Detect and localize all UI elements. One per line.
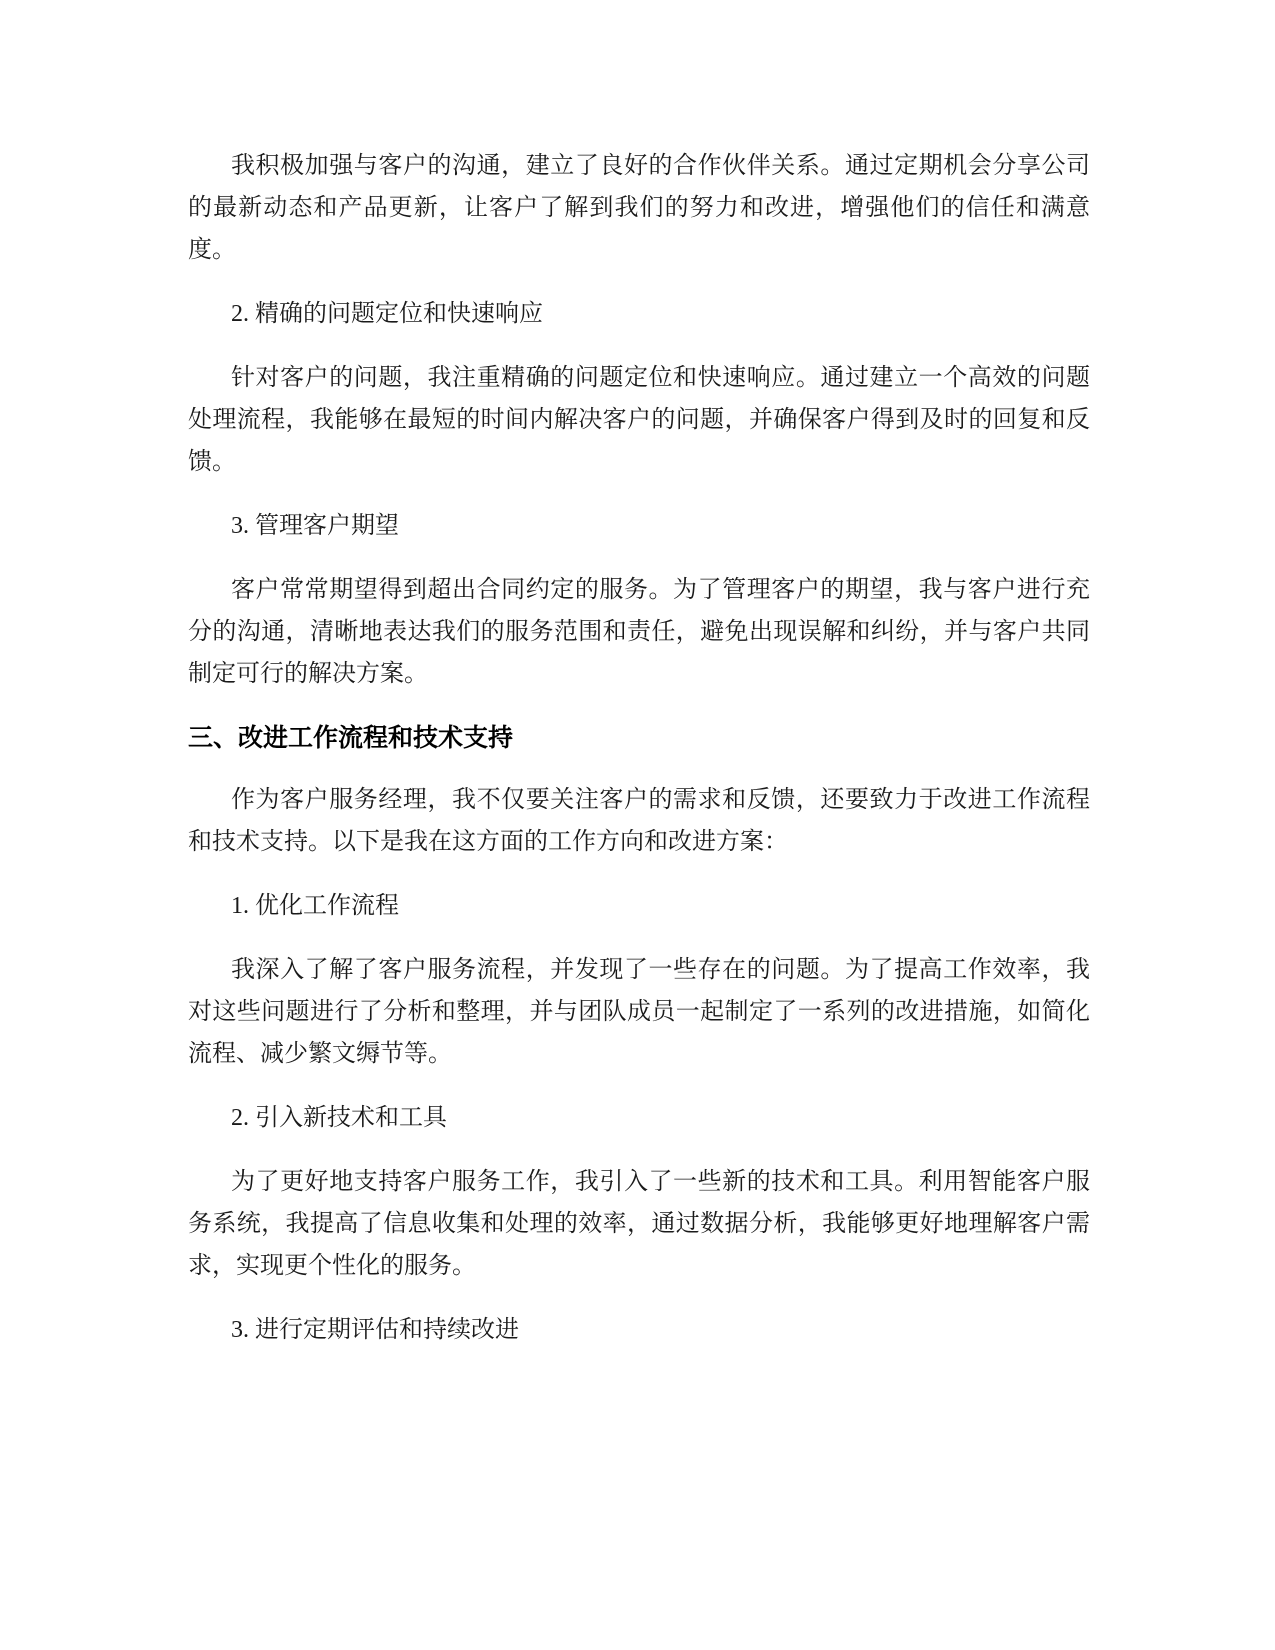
paragraph-problem-response: 针对客户的问题，我注重精确的问题定位和快速响应。通过建立一个高效的问题处理流程，我能够在最短的时间内解决客户的问题，并确保客户得到及时的回复和反馈。 [188, 365, 1090, 475]
list-item-manage-expectations: 3. 管理客户期望 [231, 513, 399, 539]
list-item-optimize-workflow: 1. 优化工作流程 [231, 893, 399, 919]
list-item-new-technology: 2. 引入新技术和工具 [231, 1105, 447, 1131]
paragraph-new-technology: 为了更好地支持客户服务工作，我引入了一些新的技术和工具。利用智能客户服务系统，我提高了信息收集和处理的效率，通过数据分析，我能够更好地理解客户需求，实现更个性化的服务。 [188, 1169, 1090, 1279]
document-body [188, 145, 1090, 1373]
paragraph-workflow-intro: 作为客户服务经理，我不仅要关注客户的需求和反馈，还要致力于改进工作流程和技术支持。以下是我在这方面的工作方向和改进方案： [188, 787, 1090, 855]
section-heading-workflow: 三、改进工作流程和技术支持 [188, 723, 514, 752]
paragraph-manage-expectations: 客户常常期望得到超出合同约定的服务。为了管理客户的期望，我与客户进行充分的沟通，清晰地表达我们的服务范围和责任，避免出现误解和纠纷，并与客户共同制定可行的解决方案。 [188, 577, 1090, 687]
list-item-periodic-evaluation: 3. 进行定期评估和持续改进 [231, 1317, 519, 1343]
list-item-problem-response: 2. 精确的问题定位和快速响应 [231, 301, 543, 327]
paragraph-client-communication: 我积极加强与客户的沟通，建立了良好的合作伙伴关系。通过定期机会分享公司的最新动态和产品更新，让客户了解到我们的努力和改进，增强他们的信任和满意度。 [188, 153, 1090, 263]
paragraph-optimize-workflow: 我深入了解了客户服务流程，并发现了一些存在的问题。为了提高工作效率，我对这些问题进行了分析和整理，并与团队成员一起制定了一系列的改进措施，如简化流程、减少繁文缛节等。 [188, 957, 1090, 1067]
